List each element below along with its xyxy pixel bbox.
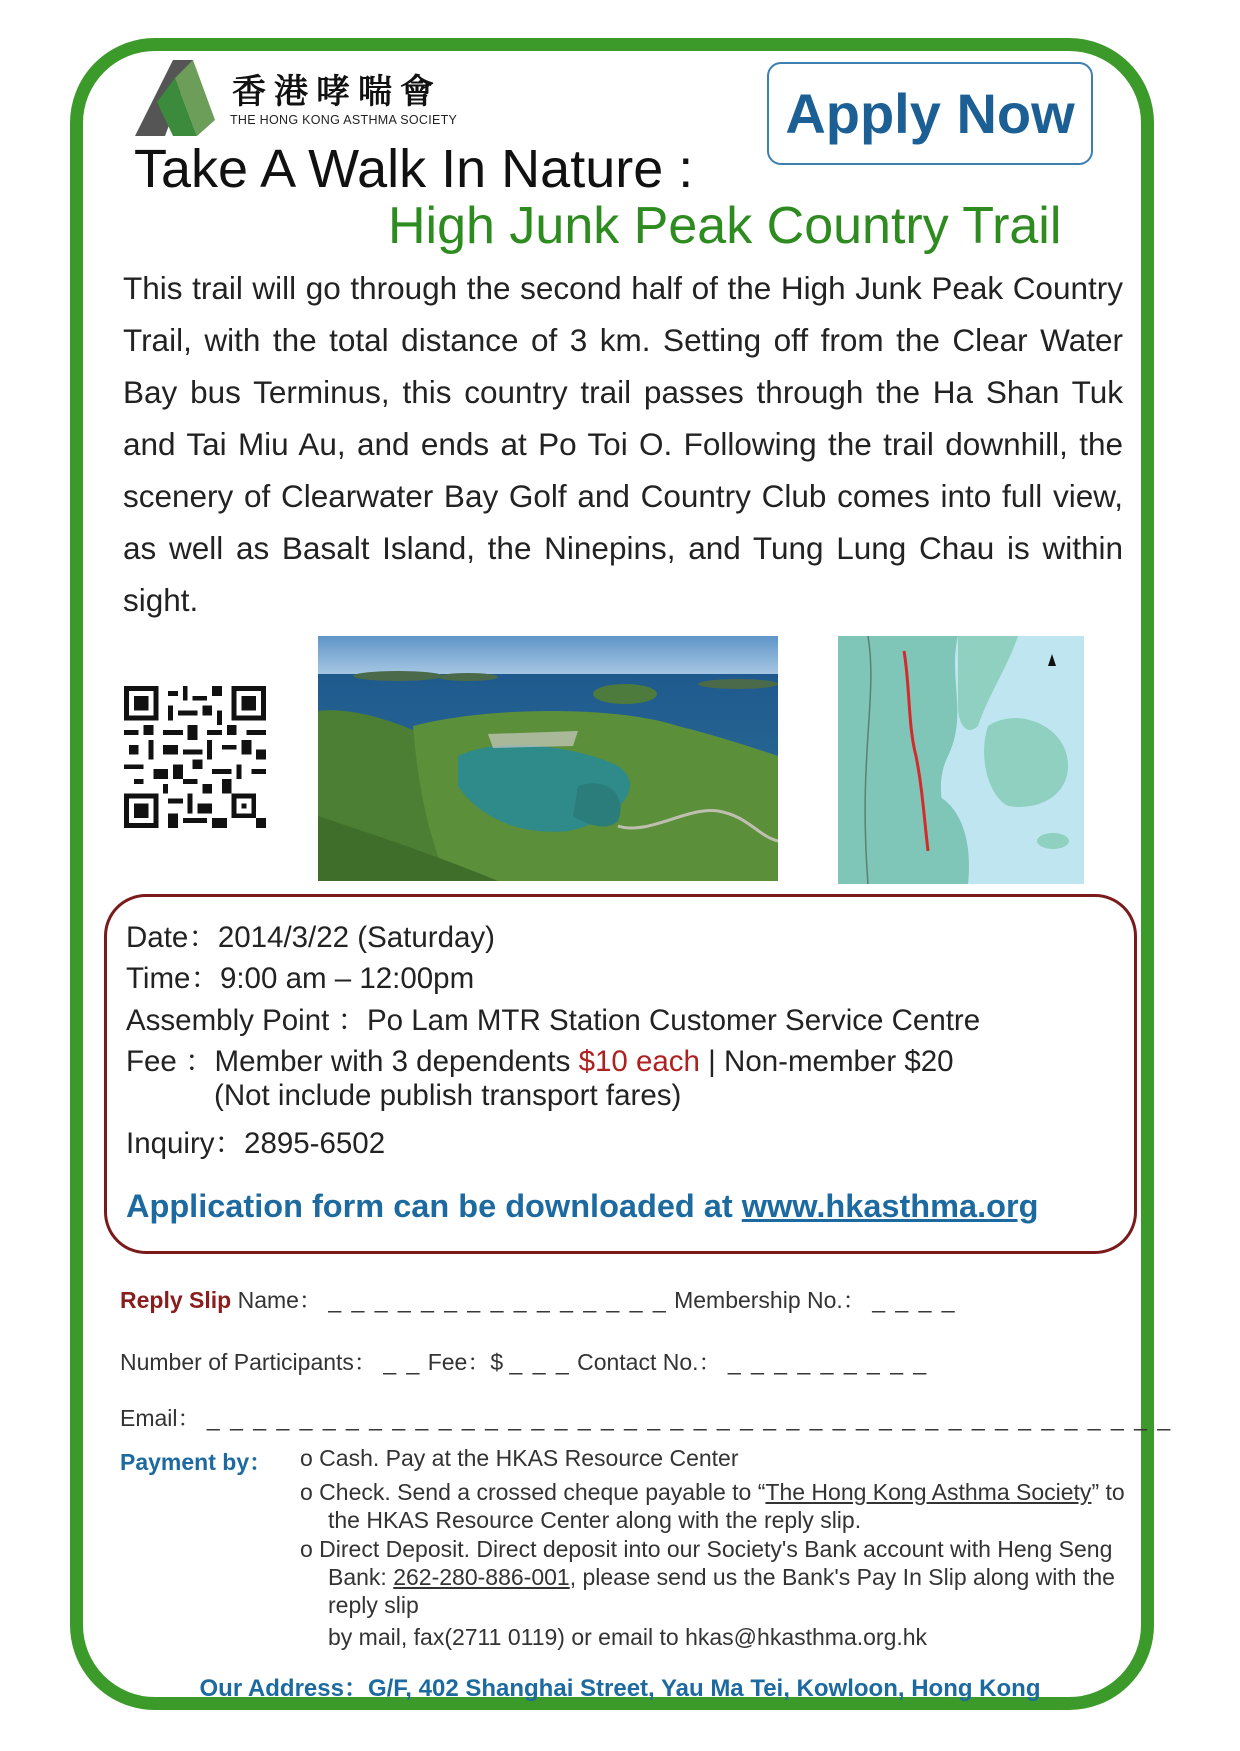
org-name-english: THE HONG KONG ASTHMA SOCIETY bbox=[230, 113, 458, 127]
payment-option-deposit: o Direct Deposit. Direct deposit into our Society's Bank account with Heng Seng Bank: 262-280-886-001, please send us the Bank's Pay In Slip along with the reply slip bbox=[300, 1536, 1115, 1618]
inquiry-phone: Inquiry：2895-6502 bbox=[126, 1127, 386, 1160]
trail-description: This trail will go through the second half of the High Junk Peak Country Trail, with the total distance of 3 km. Setting off from the Clear Water Bay bus Terminus, this country trail passes through the Ha Shan Tuk and Tai Miu Au, and ends at Po Toi O. Following the trail downhill, the scenery of Clearwater Bay Golf and Country Club comes into full view, as well as Basalt Island, the Ninepins, and Tung Lung Chau is within sight. bbox=[123, 270, 1123, 618]
society-address: Our Address：G/F, 402 Shanghai Street, Yau Ma Tei, Kowloon, Hong Kong bbox=[199, 1675, 1041, 1702]
name-field[interactable]: _ _ _ _ _ _ _ _ _ _ _ _ _ _ _ bbox=[328, 1287, 668, 1313]
page-title: Take A Walk In Nature : bbox=[134, 139, 694, 199]
event-date: Date：2014/3/22 (Saturday) bbox=[126, 921, 495, 954]
application-download-line: Application form can be downloaded at www.hkasthma.org bbox=[126, 1188, 1039, 1224]
reply-slip-row-3: Email： _ _ _ _ _ _ _ _ _ _ _ _ _ _ _ _ _ _ _ _ _ _ _ _ _ _ _ _ _ _ _ _ _ _ _ _ _ _ _ _ _ _ bbox=[120, 1405, 1173, 1431]
payment-label: Payment by： bbox=[120, 1449, 273, 1475]
cheque-payee: The Hong Kong Asthma Society bbox=[765, 1479, 1092, 1505]
payment-contact-line: by mail, fax(2711 0119) or email to hkas@hkasthma.org.hk bbox=[328, 1624, 928, 1650]
assembly-point: Assembly Point ：Po Lam MTR Station Customer Service Centre bbox=[126, 1004, 981, 1037]
email-field[interactable]: _ _ _ _ _ _ _ _ _ _ _ _ _ _ _ _ _ _ _ _ _ _ _ _ _ _ _ _ _ _ _ _ _ _ _ _ _ _ _ _ _ _ bbox=[206, 1405, 1173, 1431]
bank-account-number: 262-280-886-001 bbox=[393, 1564, 570, 1590]
apply-now-button[interactable]: Apply Now bbox=[767, 62, 1093, 165]
reply-slip-label: Reply Slip bbox=[120, 1287, 232, 1313]
reply-slip-row-2: Number of Participants： _ _ Fee：$ _ _ _ Contact No.： _ _ _ _ _ _ _ _ _ bbox=[120, 1349, 929, 1375]
hkas-logo-icon bbox=[135, 58, 215, 136]
page-subtitle: High Junk Peak Country Trail bbox=[388, 197, 1062, 255]
bay-landscape-photo bbox=[318, 636, 778, 881]
event-time: Time：9:00 am – 12:00pm bbox=[126, 962, 475, 995]
website-link[interactable]: www.hkasthma.org bbox=[741, 1188, 1039, 1224]
event-fee: Fee ：Member with 3 dependents $10 each | Non-member $20 bbox=[126, 1045, 954, 1078]
qr-code-icon[interactable] bbox=[124, 686, 266, 828]
fee-field[interactable]: _ _ _ bbox=[509, 1349, 571, 1375]
membership-field[interactable]: _ _ _ _ bbox=[872, 1287, 957, 1313]
reply-slip-row-1: Reply Slip Name： _ _ _ _ _ _ _ _ _ _ _ _ _ _ _ Membership No.： _ _ _ _ bbox=[120, 1287, 957, 1313]
trail-map bbox=[838, 636, 1084, 884]
payment-option-check: o Check. Send a crossed cheque payable to “The Hong Kong Asthma Society” to the HKAS Resource Center along with the reply slip. bbox=[300, 1479, 1125, 1533]
contact-field[interactable]: _ _ _ _ _ _ _ _ _ bbox=[727, 1349, 929, 1375]
payment-option-cash: o Cash. Pay at the HKAS Resource Center bbox=[300, 1445, 739, 1471]
member-fee: $10 each bbox=[578, 1045, 700, 1078]
org-name-chinese: 香港哮喘會 bbox=[232, 72, 442, 112]
fee-note: (Not include publish transport fares) bbox=[214, 1079, 682, 1112]
participants-field[interactable]: _ _ bbox=[383, 1349, 422, 1375]
